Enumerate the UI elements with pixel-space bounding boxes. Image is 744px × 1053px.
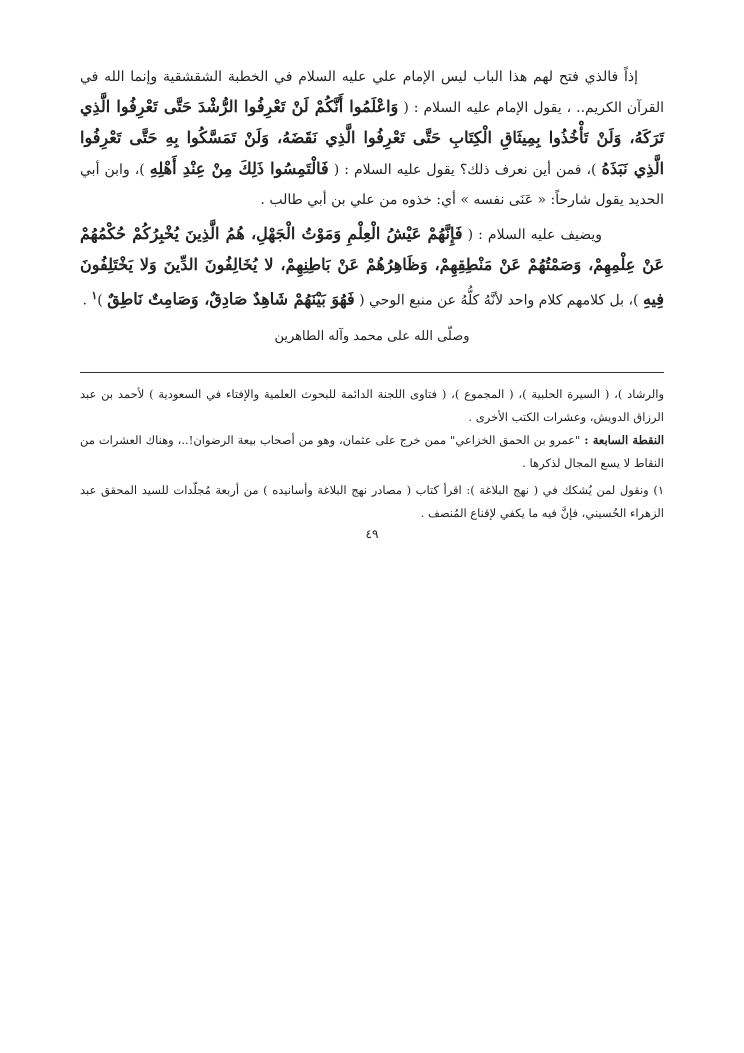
paragraph-1 (80, 62, 664, 215)
footnote-point-seven (80, 429, 664, 475)
nahj-quote-2: فَالْتَمِسُوا ذَلِكَ مِنْ عِنْدِ أَهْلِهِ (149, 159, 329, 178)
point-text: "عمرو بن الحمق الخزاعي" ممن خرج على عثمان، وهو من أصحاب بيعة الرضوان!..، وهناك العشرات من النقاط لا يسع المجال لذكرها . (80, 432, 664, 470)
paragraph-1-intro: إذاً فالذي فتح لهم هذا الباب ليس الإمام علي عليه السلام في الخطبة الشقشقية وإنما الله في القرآن الكريم.. ، يقول الإمام عليه السلام : ( (80, 69, 665, 116)
footnote-divider (80, 372, 664, 373)
paragraph-1-question: )، فمن أين نعرف ذلك؟ (459, 162, 597, 178)
page-number: ٤٩ (365, 526, 379, 541)
nahj-quote-1: وَاعْلَمُوا أَنَّكُمْ لَنْ تَعْرِفُوا الرُّشْدَ حَتَّى تَعْرِفُوا الَّذِي تَرَكَهُ، وَلَنْ تَأْخُذُوا بِمِيثَاقِ الْكِتَابِ حَتَّى تَعْرِفُوا الَّذِي نَقَضَهُ، وَلَنْ تَمَسَّكُوا بِهِ حَتَّى تَعْرِفُوا الَّذِي نَبَذَهُ (80, 97, 665, 178)
salutation: وصلّى الله على محمد وآله الطاهرين (274, 328, 470, 344)
paragraph-2-period: . (82, 292, 87, 309)
paragraph-2-end: ) (97, 292, 103, 309)
paragraph-2 (80, 219, 664, 316)
main-text (80, 62, 664, 352)
footnote-1: ١) ونقول لمن يُشكك في ( نهج البلاغة ): اقرأ كتاب ( مصادر نهج البلاغة وأسانيده ) من أربعة مُجلّدات للسيد المحقق عبد الزهراء الحُسيني، فإنَّ فيه ما يكفي لإقناع المُنصف . (80, 482, 664, 520)
paragraph-1-tail: )، وابن أبي الحديد يقول شارحاً: « عَنَى نفسه » أي: خذوه من علي بن أبي طالب . (80, 162, 664, 208)
point-label: النقطة السابعة : (584, 432, 665, 447)
document-page (80, 62, 664, 541)
footnote-continuation: والرشاد )، ( السيرة الحلبية )، ( المجموع )، ( فتاوى اللجنة الدائمة للبحوث العلمية والإفتاء في السعودية ) لأحمد بن عبد الرزاق الدويش، وعشرات الكتب الأخرى . (80, 386, 664, 424)
paragraph-2-mid: )، بل كلامهم كلام واحد لأنَّهُ كلُّهُ عن منبع الوحي ( (359, 292, 639, 309)
footnotes-section (80, 383, 664, 525)
paragraph-2-intro: ويضيف عليه السلام : ( (467, 227, 603, 243)
nahj-quote-3: فَإِنَّهُمْ عَيْشُ الْعِلْمِ وَمَوْتُ الْجَهْلِ، هُمُ الَّذِينَ يُخْبِرُكُمْ حُكْمُهُمْ عَنْ عِلْمِهِمْ، وَصَمْتُهُمْ عَنْ مَنْطِقِهِمْ، وَظَاهِرُهُمْ عَنْ بَاطِنِهِمْ، لا يُخَالِفُونَ الدِّينَ وَلا يَخْتَلِفُونَ فِيهِ (80, 224, 664, 309)
nahj-quote-4: فَهُوَ بَيْنَهُمْ شَاهِدٌ صَادِقٌ، وَصَامِتٌ نَاطِقٌ (107, 289, 355, 309)
paragraph-1-says: يقول عليه السلام : ( (333, 162, 455, 178)
footnote-mark[interactable]: ١ (91, 289, 98, 302)
